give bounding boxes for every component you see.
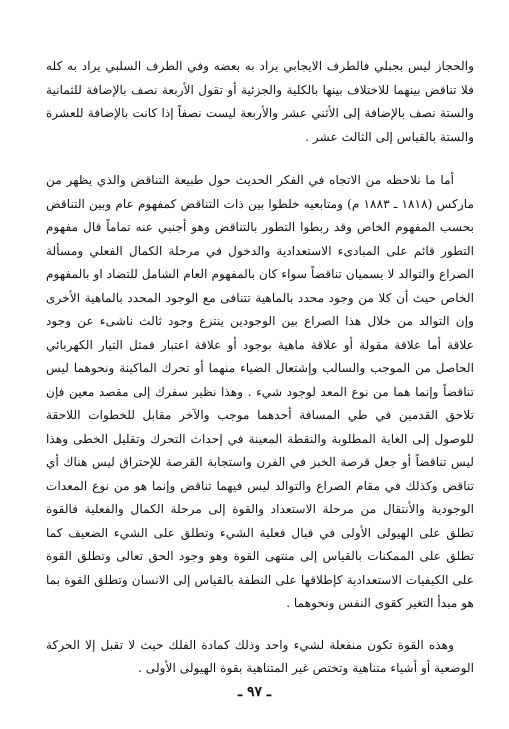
paragraph-1: والحجاز ليس بجبلي فالطرف الايجابي يراد به بعضه وفي الطرف السلبي يراد به كله فلا تناقض بينهما للاختلاف بينها بالكلية والجزئية أو تقول الأربعة نصف بالإضافة للثمانية والستة نصف بالإضافة إلى الأثني عشر والأربعة ليست نصفاً إذا كانت بالإضافة للعشرة والستة بالقياس إلى الثالث عشر .	[46, 59, 474, 144]
page-body	[46, 55, 474, 681]
paragraph-3: وهذه القوة تكون منفعلة لشيء واحد وذلك كمادة الفلك حيث لا تقبل إلا الحركة الوضعية أو أشياء متناهية وتختص غير المتناهية بقوة الهيولى الأولى .	[46, 637, 474, 675]
paragraph-2: أما ما نلاحظه من الاتجاه في الفكر الحديث حول طبيعة التناقض والذي يظهر من ماركس (١٨١٨ ـ ١٨٨٣ م) ومتابعيه خلطوا بين ذات التناقض كمفهوم عام وبين التناقض بحسب المفهوم الخاص وقد ربطوا التطور بالتناقض وهو أجنبي عنه تماماً قال مفهوم التطور قائم على المبادىء الاستعدادية والدخول في مرحلة الكمال الفعلي ومسألة الصراع والتوالد لا يسميان تناقضاً سواء كان بالمفهوم العام الشامل للتضاد او بالمفهوم الخاص حيث أن كلا من وجود محدد بالماهية تتنافى مع الوجود المحدد بالماهية الأخرى وإن التوالد من خلال هذا الصراع بين الوجودين ينتزع وجود ثالث ناشىء عن وجود علاقة أما علاقة مقولة أو علاقة ماهية بوجود أو علاقة اعتبار فمثل التيار الكهربائي الحاصل من الموجب والسالب وإشتعال الضياء منهما أو تحرك الماكينة ونحوهما ليس تناقضاً وإنما هما من نوع المعد لوجود شيء . وهذا نظير سفرك إلى مقصد معين فإن تلاحق القدمين في طي المسافة أحدهما موجب والآخر مقابل للخطوات اللاحقة للوصول إلى الغاية المطلوبة والنقطة المعينة في إحداث التحرك وتقليل الخطى وهذا ليس تناقضاً أو جعل قرصة الخبز في الفرن واستجابة القرصة للإحتراق ليس هناك أي تناقض وكذلك في مقام الصراع والتوالد ليس فيهما تناقض وإنما هو من نوع المعدات الوجودية والأنتقال من مرحلة الاستعداد والقوة إلى مرحلة الكمال والفعلية فالقوة تطلق على الهيولى الأولى في قبال فعلية الشيء وتطلق على الشيء الضعيف كما تطلق على الممكنات بالقياس إلى منتهى القوة وهو وجود الحق تعالى وتطلق القوة على الكيفيات الاستعدادية كإطلاقها على النطفة بالقياس إلى الانسان وتطلق القوة بما هو مبدأ التغير كقوى النفس ونحوهما .	[46, 173, 474, 610]
page-number: ـ ٩٧ ـ	[237, 684, 271, 700]
